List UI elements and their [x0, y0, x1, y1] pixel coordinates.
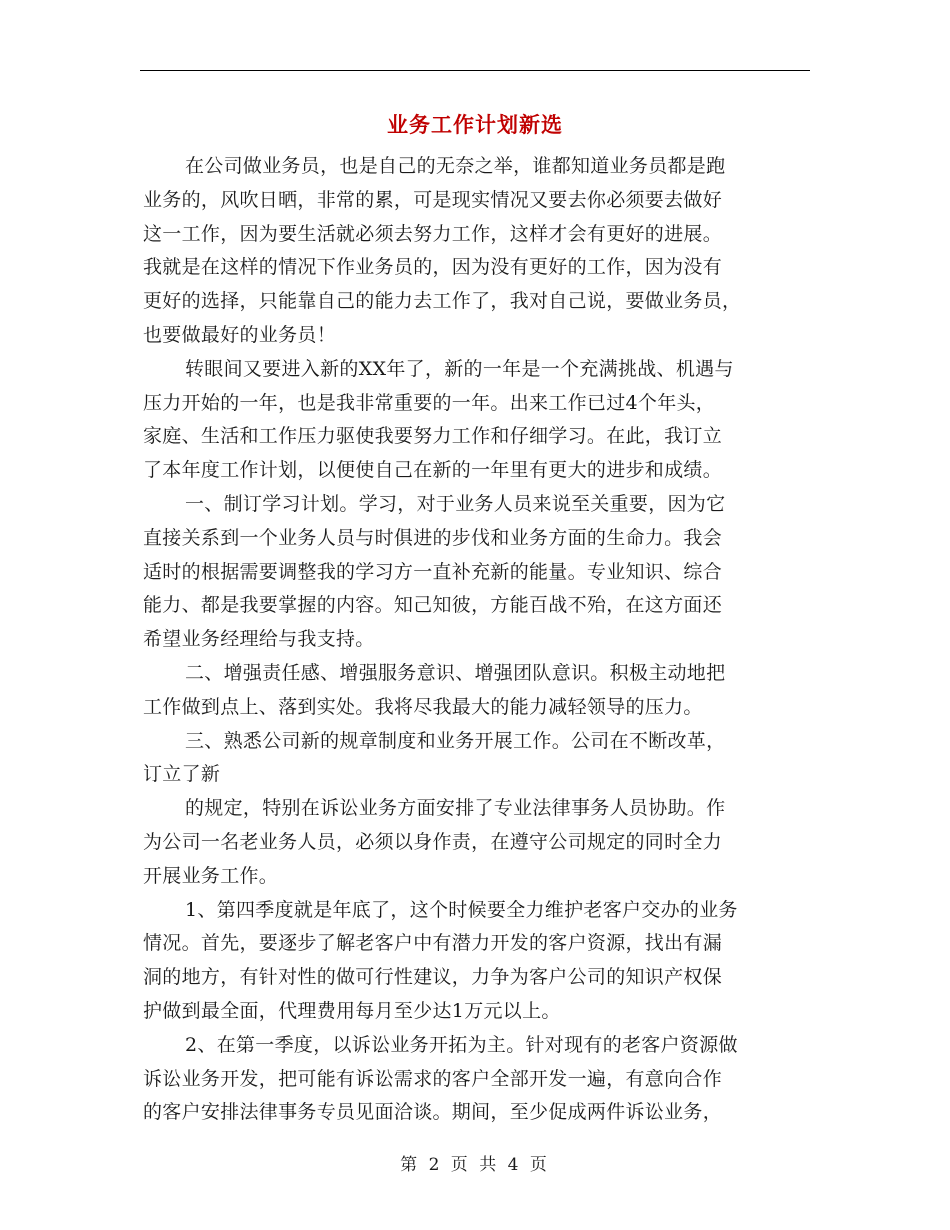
text-line: 也要做最好的业务员！ — [143, 323, 337, 346]
text-line: 诉讼业务开发，把可能有诉讼需求的客户全部开发一遍，有意向合作 — [143, 1067, 723, 1090]
text-line: 1、第四季度就是年底了，这个时候要全力维护老客户交办的业务 — [185, 898, 738, 921]
text-line: 一、制订学习计划。学习，对于业务人员来说至关重要，因为它 — [185, 492, 726, 515]
text-line: 这一工作，因为要生活就必须去努力工作，这样才会有更好的进展。 — [143, 222, 723, 245]
text-line: 业务的，风吹日晒，非常的累，可是现实情况又要去你必须要去做好 — [143, 188, 723, 211]
text-line: 为公司一名老业务人员，必须以身作责，在遵守公司规定的同时全力 — [143, 830, 723, 853]
text-line: 压力开始的一年，也是我非常重要的一年。出来工作已过4个年头， — [143, 391, 716, 414]
text-line: 转眼间又要进入新的XX年了，新的一年是一个充满挑战、机遇与 — [185, 357, 734, 380]
text-line: 直接关系到一个业务人员与时俱进的步伐和业务方面的生命力。我会 — [143, 526, 723, 549]
text-line: 洞的地方，有针对性的做可行性建议，力争为客户公司的知识产权保 — [143, 966, 723, 989]
text-line: 希望业务经理给与我支持。 — [143, 628, 375, 651]
text-line: 的客户安排法律事务专员见面洽谈。期间，至少促成两件诉讼业务， — [143, 1101, 723, 1124]
text-line: 开展业务工作。 — [143, 864, 279, 887]
text-line: 护做到最全面，代理费用每月至少达1万元以上。 — [143, 999, 561, 1022]
text-line: 订立了新 — [143, 763, 221, 786]
text-line: 我就是在这样的情况下作业务员的，因为没有更好的工作，因为没有 — [143, 256, 723, 279]
text-line: 二、增强责任感、增强服务意识、增强团队意识。积极主动地把 — [185, 661, 726, 684]
page-footer: 第 2 页 共 4 页 — [400, 1155, 550, 1175]
text-line: 的规定，特别在诉讼业务方面安排了专业法律事务人员协助。作 — [185, 797, 726, 820]
text-line: 更好的选择，只能靠自己的能力去工作了，我对自己说，要做业务员， — [143, 290, 742, 313]
text-line: 情况。首先，要逐步了解老客户中有潜力开发的客户资源，找出有漏 — [143, 932, 723, 955]
text-line: 了本年度工作计划，以便使自己在新的一年里有更大的进步和成绩。 — [143, 459, 723, 482]
document-title: 业务工作计划新选 — [387, 112, 563, 137]
text-line: 适时的根据需要调整我的学习方一直补充新的能量。专业知识、综合 — [143, 560, 723, 583]
header-rule — [140, 70, 810, 71]
document-body — [143, 150, 808, 1130]
text-line: 工作做到点上、落到实处。我将尽我最大的能力减轻领导的压力。 — [143, 695, 703, 718]
text-line: 能力、都是我要掌握的内容。知己知彼，方能百战不殆，在这方面还 — [143, 594, 723, 617]
text-line: 2、在第一季度，以诉讼业务开拓为主。针对现有的老客户资源做 — [185, 1033, 738, 1056]
text-line: 在公司做业务员，也是自己的无奈之举，谁都知道业务员都是跑 — [185, 155, 726, 177]
text-line: 三、熟悉公司新的规章制度和业务开展工作。公司在不断改革， — [185, 729, 726, 752]
text-line: 家庭、生活和工作压力驱使我要努力工作和仔细学习。在此，我订立 — [143, 425, 723, 448]
